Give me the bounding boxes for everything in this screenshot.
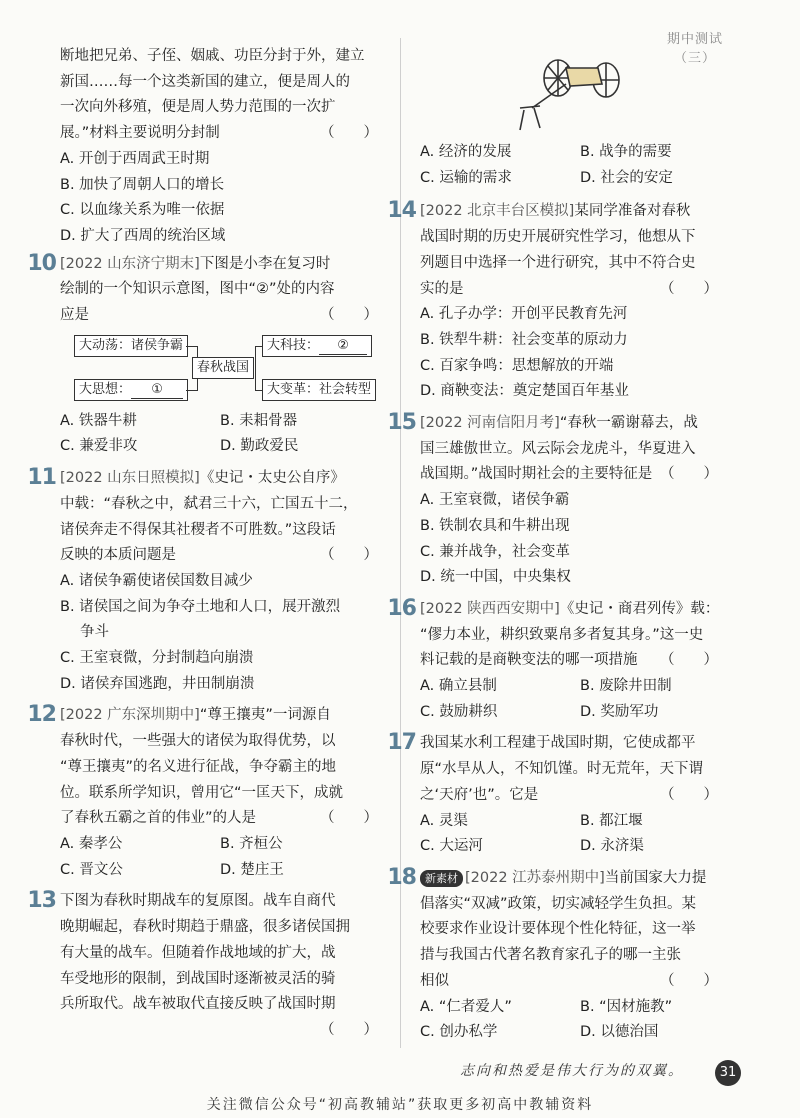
new-material-badge: 新素材 bbox=[420, 870, 463, 887]
question-number: 12 bbox=[27, 702, 56, 728]
q12-line-1 bbox=[60, 703, 390, 729]
answer-paren[interactable]: （ ） bbox=[320, 307, 378, 324]
q11-line-4 bbox=[60, 543, 390, 569]
q15-stem-1: “春秋一霸谢幕去，战 bbox=[559, 415, 698, 432]
q15-line-1 bbox=[420, 411, 730, 437]
diagram-blank-2: ② bbox=[319, 338, 367, 355]
q16-options-row-1 bbox=[420, 674, 730, 700]
question-11 bbox=[27, 465, 390, 697]
q15-stem-3: 战国期。”战国时期社会的主要特征是 bbox=[420, 466, 653, 483]
question-16 bbox=[387, 595, 730, 726]
question-12 bbox=[27, 702, 390, 883]
q12-option-b[interactable]: B. 齐桓公 bbox=[220, 835, 283, 852]
q11-line-3: 诸侯奔走不得保其社稷者不可胜数。”这段话 bbox=[60, 521, 336, 538]
q17-option-c[interactable]: C. 大运河 bbox=[420, 838, 483, 855]
q14-option-d[interactable]: D. 商鞅变法：奠定楚国百年基业 bbox=[420, 383, 629, 400]
question-14 bbox=[387, 198, 730, 405]
q16-stem-1: 《史记・商君列传》载： bbox=[559, 600, 720, 617]
q9-option-a[interactable]: A. 开创于西周武王时期 bbox=[60, 150, 210, 167]
diagram-box-top-right bbox=[262, 335, 372, 357]
q13-option-c[interactable]: C. 运输的需求 bbox=[420, 169, 512, 186]
q18-line-3: 校要求作业设计要体现个性化特征，这一举 bbox=[420, 921, 696, 938]
q12-stem-5: 了春秋五霸之首的伟业”的人是 bbox=[60, 810, 257, 827]
question-9-continuation bbox=[60, 44, 390, 250]
q10-options-row-2 bbox=[60, 434, 390, 460]
q17-option-a[interactable]: A. 灵渠 bbox=[420, 812, 468, 829]
question-number: 18 bbox=[387, 864, 416, 890]
q13-options-row-2 bbox=[420, 166, 730, 192]
diagram-tr-label: 大科技： bbox=[267, 337, 320, 353]
right-column bbox=[387, 140, 730, 1046]
question-source: [2022 山东济宁期末] bbox=[60, 255, 200, 272]
q16-line-3 bbox=[420, 648, 730, 674]
diagram-box-bottom-right: 大变革：社会转型 bbox=[262, 379, 376, 401]
q16-options-row-2 bbox=[420, 700, 730, 726]
q18-line-4: 措与我国古代著名教育家孔子的哪一主张 bbox=[420, 947, 681, 964]
q13-line-2: 晚期崛起，春秋时期趋于鼎盛，很多诸侯国拥 bbox=[60, 919, 350, 936]
q16-option-b[interactable]: B. 废除井田制 bbox=[580, 678, 672, 695]
q12-options-row-2 bbox=[60, 858, 390, 884]
knowledge-diagram bbox=[60, 333, 390, 403]
q10-line-2: 绘制的一个知识示意图，图中“②”处的内容 bbox=[60, 281, 335, 298]
q15-option-b[interactable]: B. 铁制农具和牛耕出现 bbox=[420, 517, 570, 534]
q12-option-c[interactable]: C. 晋文公 bbox=[60, 861, 123, 878]
q10-option-a[interactable]: A. 铁器牛耕 bbox=[60, 412, 137, 429]
q12-stem-1: “尊王攘夷”一词源自 bbox=[199, 707, 331, 724]
answer-paren[interactable]: （ ） bbox=[320, 125, 378, 142]
q12-line-4: 位。联系所学知识，曾用它“一匡天下，成就 bbox=[60, 784, 344, 801]
q11-option-b[interactable]: B. 诸侯国之间为争夺土地和人口，展开激烈 bbox=[60, 598, 341, 615]
q17-line-3 bbox=[420, 783, 730, 809]
question-source: [2022 江苏泰州期中] bbox=[465, 869, 605, 886]
question-13 bbox=[27, 888, 390, 1043]
q14-line-1 bbox=[420, 199, 730, 225]
q13-line-4: 车受地形的限制，到战国时逐渐被灵活的骑 bbox=[60, 970, 336, 987]
q12-line-5 bbox=[60, 806, 390, 832]
q12-line-3: “尊王攘夷”的名义进行征战，争夺霸主的地 bbox=[60, 758, 337, 775]
q18-line-2: 倡落实“双减”政策，切实减轻学生负担。某 bbox=[420, 895, 697, 912]
q11-option-d[interactable]: D. 诸侯弃国逃跑，井田制崩溃 bbox=[60, 675, 255, 692]
question-13-options bbox=[420, 140, 730, 191]
page-header-title: 期中测试（三） bbox=[666, 32, 723, 66]
q17-line-2: 原“水旱从人，不知饥馑。时无荒年，天下谓 bbox=[420, 761, 704, 778]
q12-options-row-1 bbox=[60, 832, 390, 858]
question-source: [2022 山东日照模拟] bbox=[60, 470, 200, 487]
q11-line-2: 中载：“春秋之中，弑君三十六，亡国五十二， bbox=[60, 495, 358, 512]
diagram-connector bbox=[255, 346, 256, 391]
answer-paren[interactable]: （ ） bbox=[660, 786, 718, 803]
q9-line-4 bbox=[60, 121, 390, 147]
q12-option-d[interactable]: D. 楚庄王 bbox=[220, 861, 284, 878]
q14-line-2: 战国时期的历史开展研究性学习，他想从下 bbox=[420, 229, 696, 246]
q11-option-b-cont[interactable]: 争斗 bbox=[80, 624, 109, 641]
answer-paren[interactable]: （ ） bbox=[660, 972, 718, 989]
answer-paren[interactable]: （ ） bbox=[660, 652, 718, 669]
page-motto: 志向和热爱是伟大行为的双翼。 bbox=[460, 1063, 684, 1079]
question-number: 14 bbox=[387, 198, 416, 224]
diagram-box-top-left: 大动荡：诸侯争霸 bbox=[74, 335, 188, 357]
q17-line-1: 我国某水利工程建于战国时期，它使成都平 bbox=[420, 735, 696, 752]
q16-line-1 bbox=[420, 597, 730, 623]
q9-line-2: 新国……每一个这类新国的建立，便是周人的 bbox=[60, 73, 350, 90]
q16-option-c[interactable]: C. 鼓励耕织 bbox=[420, 703, 498, 720]
chariot-illustration bbox=[510, 50, 630, 140]
q16-option-d[interactable]: D. 奖励军功 bbox=[580, 703, 659, 720]
answer-paren[interactable]: （ ） bbox=[660, 466, 718, 483]
q13-options-row-1 bbox=[420, 140, 730, 166]
q9-line-1: 断地把兄弟、子侄、姻戚、功臣分封于外，建立 bbox=[60, 48, 365, 64]
q14-stem-1: 某同学准备对春秋 bbox=[574, 203, 691, 220]
question-source: [2022 广东深圳期中] bbox=[60, 707, 200, 724]
q11-stem-4: 反映的本质问题是 bbox=[60, 547, 176, 564]
q18-stem-5: 相似 bbox=[420, 972, 449, 989]
q13-line-1: 下图为春秋时期战车的复原图。战车自商代 bbox=[60, 893, 336, 910]
q10-option-b[interactable]: B. 耒耜骨器 bbox=[220, 412, 298, 429]
q10-stem-1: 下图是小李在复习时 bbox=[199, 255, 331, 272]
diagram-blank-1: ① bbox=[131, 382, 183, 399]
q11-option-a[interactable]: A. 诸侯争霸使诸侯国数目减少 bbox=[60, 572, 253, 589]
q15-option-a[interactable]: A. 王室衰微，诸侯争霸 bbox=[420, 492, 570, 509]
page-footer: 关注微信公众号“初高教辅站”获取更多初高中教辅资料 bbox=[206, 1097, 594, 1113]
q18-option-b[interactable]: B. “因材施教” bbox=[580, 998, 673, 1015]
question-18 bbox=[387, 864, 730, 1046]
question-17 bbox=[387, 730, 730, 860]
q13-line-5: 兵所取代。战车被取代直接反映了战国时期 bbox=[60, 996, 336, 1013]
q14-option-b[interactable]: B. 铁犁牛耕：社会变革的原动力 bbox=[420, 331, 628, 348]
question-number: 16 bbox=[387, 595, 416, 621]
q14-line-4 bbox=[420, 277, 730, 303]
q9-line-4-text: 展。”材料主要说明分封制 bbox=[60, 125, 220, 142]
left-column bbox=[27, 44, 390, 1044]
q18-option-d[interactable]: D. 以德治国 bbox=[580, 1024, 659, 1041]
answer-paren[interactable]: （ ） bbox=[320, 810, 378, 827]
q16-line-2: “僇力本业，耕织致粟帛多者复其身。”这一史 bbox=[420, 626, 704, 643]
q17-stem-3: 之‘天府’也”。它是 bbox=[420, 786, 539, 803]
q16-option-a[interactable]: A. 确立县制 bbox=[420, 678, 497, 695]
q11-stem-1: 《史记・太史公自序》 bbox=[199, 470, 345, 487]
q10-options-row-1 bbox=[60, 409, 390, 435]
q13-option-a[interactable]: A. 经济的发展 bbox=[420, 144, 512, 160]
diagram-center-box: 春秋战国 bbox=[192, 357, 254, 379]
q13-line-3: 有大量的战车。但随着作战地域的扩大，战 bbox=[60, 944, 336, 961]
q17-option-b[interactable]: B. 都江堰 bbox=[580, 812, 643, 829]
column-divider bbox=[400, 38, 401, 1048]
q9-option-b[interactable]: B. 加快了周朝人口的增长 bbox=[60, 176, 225, 193]
q13-paren-line bbox=[60, 1018, 390, 1044]
q11-option-c[interactable]: C. 王室衰微，分封制趋向崩溃 bbox=[60, 650, 254, 667]
q18-options-row-1 bbox=[420, 995, 730, 1021]
answer-paren[interactable]: （ ） bbox=[320, 547, 378, 564]
page-number: 31 bbox=[715, 1060, 741, 1086]
q13-option-d[interactable]: D. 社会的安定 bbox=[580, 169, 673, 186]
diagram-bl-label: 大思想： bbox=[79, 381, 132, 397]
question-number: 15 bbox=[387, 410, 416, 436]
q17-options-row-1 bbox=[420, 809, 730, 835]
q11-line-1 bbox=[60, 466, 390, 492]
q9-option-d[interactable]: D. 扩大了西周的统治区域 bbox=[60, 227, 226, 244]
answer-paren[interactable]: （ ） bbox=[660, 280, 718, 297]
answer-paren[interactable]: （ ） bbox=[320, 1021, 378, 1038]
q18-options-row-2 bbox=[420, 1020, 730, 1046]
q9-option-c[interactable]: C. 以血缘关系为唯一依据 bbox=[60, 202, 225, 219]
q15-option-d[interactable]: D. 统一中国，中央集权 bbox=[420, 569, 571, 586]
q18-stem-1: 当前国家大力提 bbox=[604, 869, 707, 886]
question-number: 13 bbox=[27, 888, 56, 914]
q16-stem-3: 料记载的是商鞅变法的哪一项措施 bbox=[420, 652, 638, 669]
q18-option-c[interactable]: C. 创办私学 bbox=[420, 1024, 498, 1041]
q15-line-2: 国三雄傲世立。风云际会龙虎斗，华夏进入 bbox=[420, 440, 696, 457]
q15-option-c[interactable]: C. 兼并战争，社会变革 bbox=[420, 543, 570, 560]
question-10 bbox=[27, 250, 390, 461]
q17-options-row-2 bbox=[420, 834, 730, 860]
question-source: [2022 陕西西安期中] bbox=[420, 600, 560, 617]
question-number: 10 bbox=[27, 250, 56, 276]
chariot-icon bbox=[520, 60, 619, 130]
q9-line-3: 一次向外移殖，便是周人势力范围的一次扩 bbox=[60, 99, 336, 116]
q10-stem-3: 应是 bbox=[60, 307, 89, 324]
diagram-box-bottom-left bbox=[74, 379, 188, 401]
q12-line-2: 春秋时代，一些强大的诸侯为取得优势，以 bbox=[60, 733, 336, 750]
question-source: [2022 河南信阳月考] bbox=[420, 415, 560, 432]
q10-line-3 bbox=[60, 303, 390, 329]
q12-option-a[interactable]: A. 秦孝公 bbox=[60, 835, 123, 852]
q14-stem-4: 实的是 bbox=[420, 280, 464, 297]
question-number: 17 bbox=[387, 730, 416, 756]
q14-option-c[interactable]: C. 百家争鸣：思想解放的开端 bbox=[420, 357, 614, 374]
q18-line-5 bbox=[420, 969, 730, 995]
question-source: [2022 北京丰台区模拟] bbox=[420, 203, 575, 220]
q14-option-a[interactable]: A. 孔子办学：开创平民教育先河 bbox=[420, 306, 628, 323]
q15-line-3 bbox=[420, 462, 730, 488]
question-number: 11 bbox=[27, 465, 56, 491]
q10-option-c[interactable]: C. 兼爱非攻 bbox=[60, 438, 138, 455]
q10-option-d[interactable]: D. 勤政爱民 bbox=[220, 438, 299, 455]
q18-line-1 bbox=[420, 866, 730, 892]
q10-line-1 bbox=[60, 252, 390, 278]
question-15 bbox=[387, 410, 730, 591]
q18-option-a[interactable]: A. “仁者爱人” bbox=[420, 998, 512, 1015]
q13-option-b[interactable]: B. 战争的需要 bbox=[580, 144, 672, 160]
q17-option-d[interactable]: D. 永济渠 bbox=[580, 838, 644, 855]
q14-line-3: 列题目中选择一个进行研究，其中不符合史 bbox=[420, 254, 696, 271]
